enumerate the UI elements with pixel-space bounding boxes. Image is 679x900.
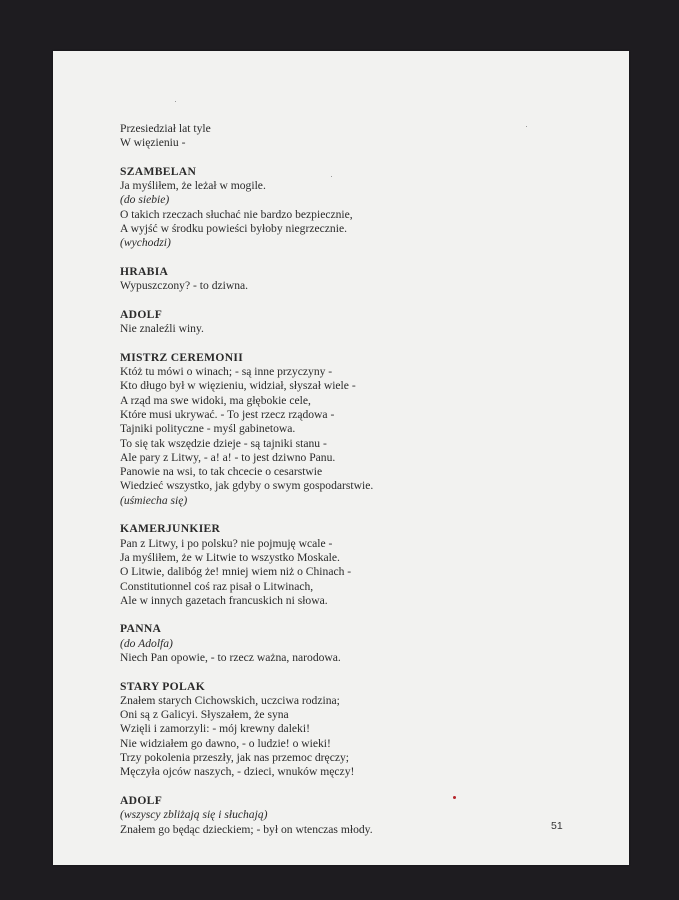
red-ink-dot: [453, 796, 456, 799]
dialogue-block: [120, 265, 600, 294]
stage-direction: (do Adolfa): [120, 636, 173, 650]
verse-line: Panowie na wsi, to tak chcecie o cesarstwie: [120, 465, 323, 479]
verse-line: Niech Pan opowie, - to rzecz ważna, narodowa.: [120, 650, 341, 664]
stage-direction: (do siebie): [120, 193, 170, 207]
speaker-name: STARY POLAK: [120, 679, 206, 693]
verse-line: Znałem go będąc dzieckiem; - był on wtenczas młody.: [120, 822, 373, 836]
verse-line: Ja myśliłem, że w Litwie to wszystko Moskale.: [120, 550, 340, 564]
verse-line: Któż tu mówi o winach; - są inne przyczyny -: [120, 365, 333, 379]
speaker-name: SZAMBELAN: [120, 164, 197, 178]
scan-speck: [175, 101, 176, 102]
dialogue-block: [120, 308, 600, 337]
stage-direction: (wszyscy zbliżają się i słuchają): [120, 808, 268, 822]
verse-line: Trzy pokolenia przeszły, jak nas przemoc dręczy;: [120, 751, 349, 765]
verse-line: O Litwie, dalibóg że! mniej wiem niż o Chinach -: [120, 565, 352, 579]
stage-direction: (uśmiecha się): [120, 493, 188, 507]
verse-line: Wypuszczony? - to dziwna.: [120, 279, 249, 293]
speaker-name: KAMERJUNKIER: [120, 522, 221, 536]
verse-line: Wiedzieć wszystko, jak gdyby o swym gospodarstwie.: [120, 479, 374, 493]
verse-line: Które musi ukrywać. - To jest rzecz rządowa -: [120, 407, 335, 421]
dialogue-block: [120, 522, 600, 608]
verse-line: Nie widziałem go dawno, - o ludzie! o wieki!: [120, 736, 331, 750]
verse-line: Znałem starych Cichowskich, uczciwa rodzina;: [120, 693, 340, 707]
verse-line: Wzięli i zamorzyli: - mój krewny daleki!: [120, 722, 310, 736]
verse-line: Tajniki polityczne - myśl gabinetowa.: [120, 422, 296, 436]
verse-line: Ale pary z Litwy, - a! a! - to jest dziwno Panu.: [120, 450, 336, 464]
dialogue-block: [120, 794, 600, 837]
verse-line: Przesiedział lat tyle: [120, 122, 211, 135]
speaker-name: ADOLF: [120, 793, 163, 807]
dialogue-block: [120, 351, 600, 508]
verse-line: Ja myśliłem, że leżał w mogile.: [120, 179, 266, 193]
document-text: [120, 122, 600, 851]
verse-line: Constitutionnel coś raz pisał o Litwinach,: [120, 579, 314, 593]
verse-line: Oni są z Galicyi. Słyszałem, że syna: [120, 708, 289, 722]
speaker-name: MISTRZ CEREMONII: [120, 350, 244, 364]
scanned-page: [53, 51, 629, 865]
verse-line: Męczyła ojców naszych, - dzieci, wnuków męczy!: [120, 765, 355, 779]
verse-line: Kto długo był w więzieniu, widział, słyszał wiele -: [120, 379, 356, 393]
dialogue-block: [120, 165, 600, 251]
page-number: 51: [551, 820, 563, 832]
verse-line: O takich rzeczach słuchać nie bardzo bezpiecznie,: [120, 207, 353, 221]
verse-line: To się tak wszędzie dzieje - są tajniki stanu -: [120, 436, 327, 450]
dialogue-block: [120, 122, 600, 151]
speaker-name: PANNA: [120, 622, 162, 636]
dialogue-block: [120, 680, 600, 780]
dialogue-block: [120, 622, 600, 665]
speaker-name: HRABIA: [120, 264, 169, 278]
verse-line: Pan z Litwy, i po polsku? nie pojmuję wcale -: [120, 536, 333, 550]
verse-line: Ale w innych gazetach francuskich ni słowa.: [120, 593, 328, 607]
verse-line: Nie znaleźli winy.: [120, 322, 204, 336]
verse-line: A wyjść w środku powieści byłoby niegrzecznie.: [120, 222, 347, 236]
verse-line: W więzieniu -: [120, 136, 186, 150]
verse-line: A rząd ma swe widoki, ma głębokie cele,: [120, 393, 311, 407]
speaker-name: ADOLF: [120, 307, 163, 321]
stage-direction: (wychodzi): [120, 236, 171, 250]
